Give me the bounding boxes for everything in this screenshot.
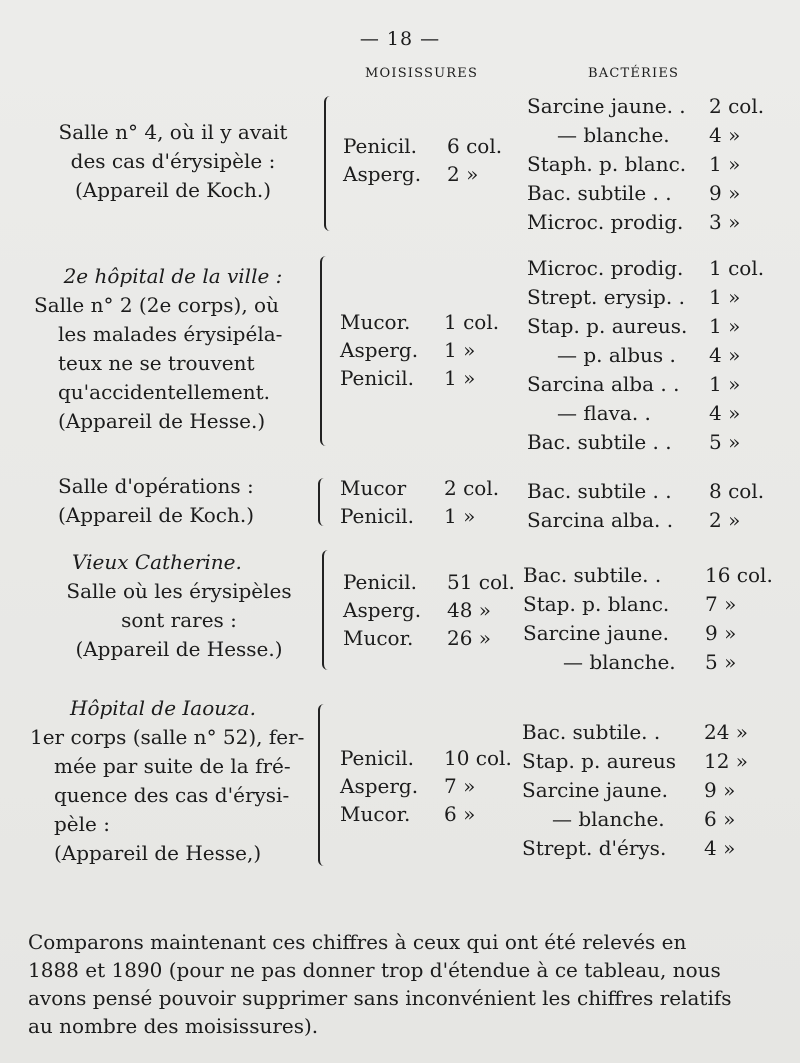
list-item: Stap. p. aureus 12 » <box>522 749 749 773</box>
brace <box>324 96 332 231</box>
list-item: Strept. d'érys. 4 » <box>522 836 736 860</box>
location-line: les malades érysipéla- <box>58 322 283 346</box>
paragraph-line: au nombre des moisissures). <box>28 1014 319 1038</box>
list-item: — blanche. 4 » <box>557 123 741 147</box>
entry-location <box>30 694 320 868</box>
list-item: — p. albus . 4 » <box>557 343 741 367</box>
entry-location <box>34 118 312 205</box>
list-item: Penicil. 10 col. <box>340 746 512 770</box>
brace <box>320 256 328 446</box>
location-line: Salle n° 4, où il y avait <box>58 120 288 144</box>
list-item: — blanche. 5 » <box>563 650 737 674</box>
list-item: Mucor 2 col. <box>340 476 500 500</box>
column-header-bacteries: BACTÉRIES <box>588 66 680 81</box>
closing-paragraph <box>28 928 772 1040</box>
column-header-moisissures: MOISISSURES <box>365 66 479 81</box>
list-item: Asperg. 7 » <box>340 774 476 798</box>
brace <box>318 704 326 866</box>
list-item: Bac. subtile . . 8 col. <box>527 479 765 503</box>
list-item: Staph. p. blanc. 1 » <box>527 152 741 176</box>
list-item: Microc. prodig. 3 » <box>527 210 741 234</box>
location-line: pèle : <box>54 812 110 836</box>
location-line: teux ne se trouvent <box>58 351 255 375</box>
list-item: Bac. subtile. . 16 col. <box>523 563 773 587</box>
list-item: Mucor. 1 col. <box>340 310 500 334</box>
location-line: Salle n° 2 (2e corps), où <box>34 293 279 317</box>
moisissures-list <box>340 308 514 392</box>
entry-location <box>40 548 318 664</box>
bacteries-list <box>522 718 766 863</box>
location-line: des cas d'érysipèle : <box>70 149 276 173</box>
list-item: Asperg. 48 » <box>343 598 492 622</box>
list-item: Stap. p. blanc. 7 » <box>523 592 737 616</box>
location-heading: Hôpital de Iaouza. <box>70 696 256 720</box>
entry-location <box>58 472 254 530</box>
list-item: Bac. subtile. . 24 » <box>522 720 749 744</box>
moisissures-list <box>340 744 514 828</box>
location-line: (Appareil de Hesse,) <box>54 841 262 865</box>
location-heading: Vieux Catherine. <box>72 550 242 574</box>
list-item: Mucor. 6 » <box>340 802 476 826</box>
list-item: Stap. p. aureus. 1 » <box>527 314 741 338</box>
bacteries-list <box>523 561 773 677</box>
list-item: Mucor. 26 » <box>343 626 492 650</box>
bacteries-list <box>527 477 771 535</box>
list-item: Sarcina alba. . 2 » <box>527 508 741 532</box>
paragraph-line: avons pensé pouvoir supprimer sans inconvénient les chiffres relatifs <box>28 986 732 1010</box>
bacteries-list <box>527 92 771 237</box>
list-item: Microc. prodig. 1 col. <box>527 256 765 280</box>
list-item: Penicil. 6 col. <box>343 134 503 158</box>
list-item: Sarcina alba . . 1 » <box>527 372 741 396</box>
location-line: (Appareil de Koch.) <box>74 178 271 202</box>
location-heading: 2e hôpital de la ville : <box>63 264 283 288</box>
location-line: mée par suite de la fré- <box>54 754 291 778</box>
list-item: Penicil. 1 » <box>340 366 476 390</box>
paragraph-line: 1888 et 1890 (pour ne pas donner trop d'étendue à ce tableau, nous <box>28 958 721 982</box>
list-item: Bac. subtile . . 5 » <box>527 430 741 454</box>
location-line: (Appareil de Koch.) <box>58 503 255 527</box>
list-item: Strept. erysip. . 1 » <box>527 285 741 309</box>
list-item: Sarcine jaune. 9 » <box>523 621 737 645</box>
brace <box>322 550 330 670</box>
entry-location <box>34 262 312 436</box>
list-item: Penicil. 1 » <box>340 504 476 528</box>
brace <box>318 478 326 526</box>
moisissures-list <box>343 132 517 188</box>
paragraph-line: Comparons maintenant ces chiffres à ceux qui ont été relevés en <box>28 930 687 954</box>
list-item: Penicil. 51 col. <box>343 570 515 594</box>
location-line: (Appareil de Hesse.) <box>75 637 283 661</box>
location-line: (Appareil de Hesse.) <box>58 409 266 433</box>
list-item: Asperg. 2 » <box>343 162 479 186</box>
location-line: quence des cas d'érysi- <box>54 783 290 807</box>
list-item: — flava. . 4 » <box>557 401 741 425</box>
location-line: qu'accidentellement. <box>58 380 271 404</box>
location-line: Salle d'opérations : <box>58 474 254 498</box>
location-line: Salle où les érysipèles <box>66 579 292 603</box>
moisissures-list <box>343 568 517 652</box>
page-number: — 18 — <box>359 28 441 50</box>
list-item: Bac. subtile . . 9 » <box>527 181 741 205</box>
bacteries-list <box>527 254 771 457</box>
moisissures-list <box>340 474 514 530</box>
location-line: sont rares : <box>121 608 237 632</box>
list-item: Sarcine jaune. 9 » <box>522 778 736 802</box>
list-item: Sarcine jaune. . 2 col. <box>527 94 765 118</box>
list-item: Asperg. 1 » <box>340 338 476 362</box>
list-item: — blanche. 6 » <box>552 807 736 831</box>
location-line: 1er corps (salle n° 52), fer- <box>30 725 305 749</box>
